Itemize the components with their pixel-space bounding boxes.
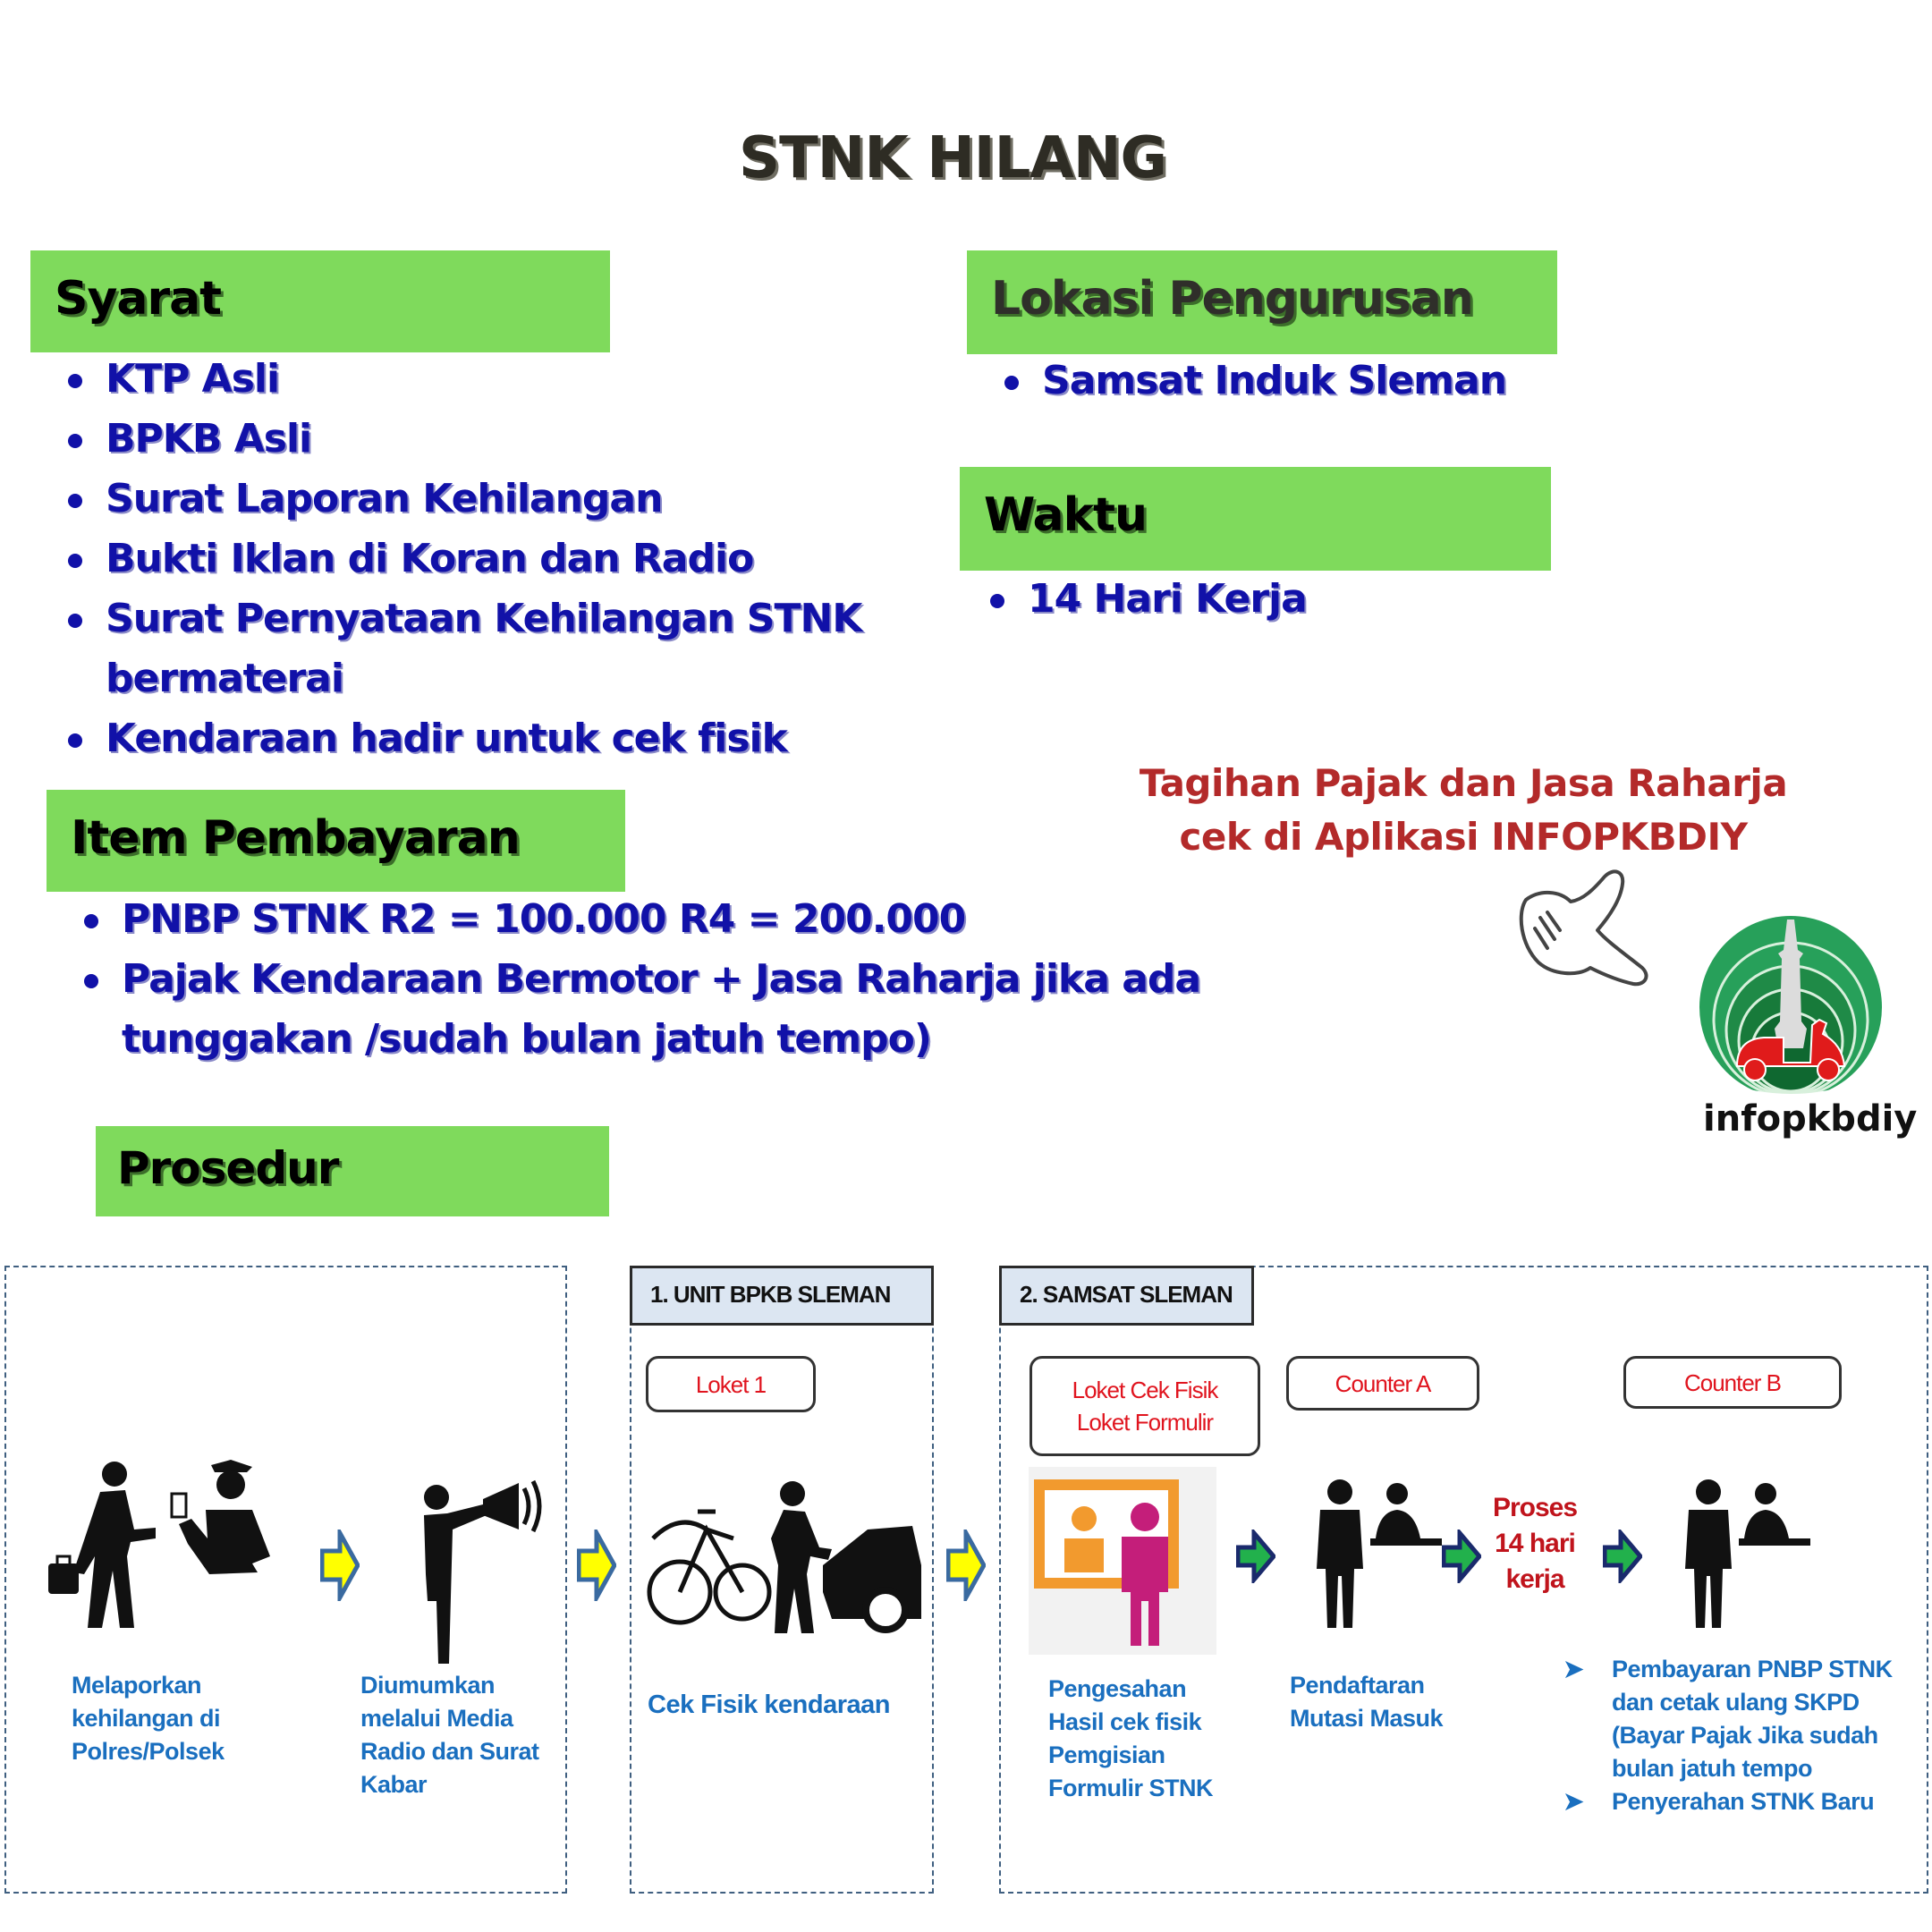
pembayaran-header bbox=[47, 790, 625, 892]
list-item: Pajak Kendaraan Bermotor + Jasa Raharja jika ada tunggakan /sudah bulan jatuh tempo) bbox=[47, 949, 1299, 1069]
counter-b-service-icon bbox=[1676, 1476, 1810, 1628]
lane-header-samsat: 2. SAMSAT SLEMAN bbox=[999, 1266, 1254, 1326]
arrow-right-icon bbox=[946, 1530, 986, 1601]
loket-1-label: Loket 1 bbox=[646, 1356, 816, 1412]
arrow-right-icon bbox=[1442, 1530, 1481, 1583]
prosedur-header bbox=[96, 1126, 609, 1216]
counter-service-icon bbox=[1029, 1467, 1216, 1655]
counter-a-service-icon bbox=[1308, 1476, 1442, 1628]
pembayaran-list bbox=[47, 889, 1299, 1069]
waktu-heading: Waktu bbox=[984, 488, 1148, 542]
chevron-right-icon: ➤ bbox=[1563, 1788, 1584, 1815]
loket-cek-fisik-label: Loket Cek Fisik Loket Formulir bbox=[1030, 1356, 1260, 1456]
step-cek-fisik-text: Cek Fisik kendaraan bbox=[648, 1690, 890, 1719]
lokasi-header bbox=[967, 250, 1557, 354]
brand-name: infopkbdiy bbox=[1703, 1098, 1918, 1140]
prosedur-heading: Prosedur bbox=[117, 1142, 339, 1194]
list-item: KTP Asli bbox=[30, 349, 925, 409]
list-item: Kendaraan hadir untuk cek fisik bbox=[30, 708, 925, 768]
process-duration-text: Proses 14 hari kerja bbox=[1492, 1493, 1578, 1594]
step-diumumkan-text: Diumumkan melalui Media Radio dan Surat Kabar bbox=[360, 1672, 539, 1798]
bullet-icon bbox=[68, 374, 82, 388]
page-title: STNK HILANG bbox=[739, 125, 1166, 191]
chevron-right-icon: ➤ bbox=[1563, 1656, 1584, 1682]
bullet-icon bbox=[84, 914, 98, 928]
counter-b-label: Counter B bbox=[1623, 1356, 1842, 1409]
promo-text bbox=[1106, 757, 1821, 864]
waktu-header bbox=[960, 467, 1551, 571]
waktu-list bbox=[953, 569, 1758, 629]
list-item: Bukti Iklan di Koran dan Radio bbox=[30, 529, 925, 589]
arrow-right-icon bbox=[1603, 1530, 1642, 1583]
syarat-list bbox=[30, 349, 925, 768]
promo-line-2: cek di Aplikasi INFOPKBDIY bbox=[1179, 815, 1748, 859]
syarat-heading: Syarat bbox=[55, 272, 222, 326]
lokasi-list bbox=[967, 351, 1861, 411]
list-item: Surat Pernyataan Kehilangan STNK bermaterai bbox=[30, 589, 925, 708]
bullet-icon bbox=[68, 614, 82, 628]
step-pengesahan-text: Pengesahan Hasil cek fisik Pemgisian Formulir STNK bbox=[1048, 1675, 1214, 1801]
step-counter-b-text bbox=[1563, 1653, 1921, 1818]
bullet-icon bbox=[990, 594, 1004, 608]
pointing-hand-icon bbox=[1508, 864, 1660, 989]
report-to-police-icon bbox=[45, 1458, 277, 1628]
arrow-right-icon bbox=[577, 1530, 616, 1601]
promo-line-1: Tagihan Pajak dan Jasa Raharja bbox=[1139, 761, 1788, 805]
lane-header-unit-bpkb: 1. UNIT BPKB SLEMAN bbox=[630, 1266, 934, 1326]
bullet-icon bbox=[84, 974, 98, 988]
pembayaran-heading: Item Pembayaran bbox=[71, 811, 520, 865]
list-item: ➤ Pembayaran PNBP STNK dan cetak ulang SKPD (Bayar Pajak Jika sudah bulan jatuh tempo bbox=[1563, 1653, 1921, 1785]
list-item: PNBP STNK R2 = 100.000 R4 = 200.000 bbox=[47, 889, 1299, 949]
step-melapor-text: Melaporkan kehilangan di Polres/Polsek bbox=[72, 1672, 225, 1765]
bullet-icon bbox=[68, 494, 82, 508]
list-item: ➤ Penyerahan STNK Baru bbox=[1563, 1785, 1921, 1818]
lokasi-heading: Lokasi Pengurusan bbox=[991, 272, 1473, 326]
bullet-icon bbox=[68, 554, 82, 568]
step-pendaftaran-text: Pendaftaran Mutasi Masuk bbox=[1290, 1672, 1444, 1732]
list-item: Samsat Induk Sleman bbox=[967, 351, 1861, 411]
arrow-right-icon bbox=[1236, 1530, 1275, 1583]
megaphone-announcer-icon bbox=[411, 1449, 546, 1664]
bullet-icon bbox=[1004, 376, 1019, 390]
list-item: 14 Hari Kerja bbox=[953, 569, 1758, 629]
bullet-icon bbox=[68, 733, 82, 748]
infopkbdiy-logo bbox=[1698, 914, 1884, 1100]
list-item: Surat Laporan Kehilangan bbox=[30, 469, 925, 529]
arrow-right-icon bbox=[320, 1530, 360, 1601]
list-item: BPKB Asli bbox=[30, 409, 925, 469]
vehicle-inspection-icon bbox=[644, 1476, 921, 1637]
syarat-header bbox=[30, 250, 610, 352]
bullet-icon bbox=[68, 434, 82, 448]
counter-a-label: Counter A bbox=[1286, 1356, 1479, 1411]
